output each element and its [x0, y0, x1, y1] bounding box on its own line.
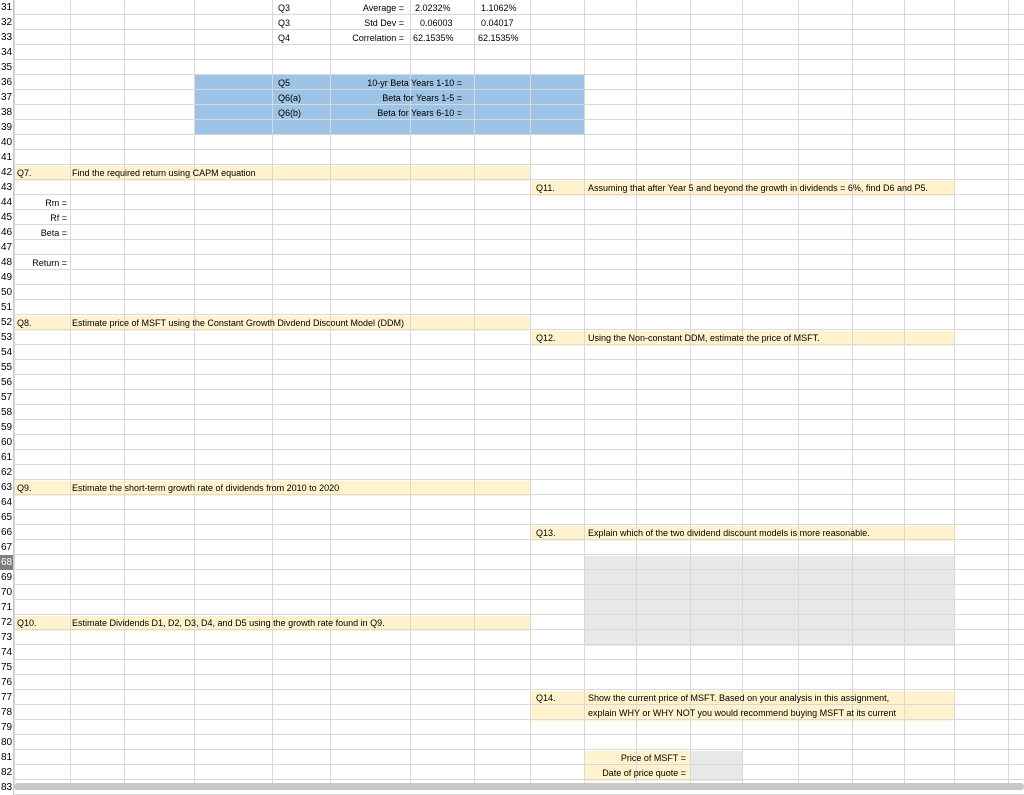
row-header[interactable]: 62 [1, 467, 13, 478]
row-gridline [14, 584, 1024, 585]
q14-number: Q14. [536, 693, 556, 703]
row-header[interactable]: 80 [1, 737, 13, 748]
row-header[interactable]: 63 [1, 482, 13, 493]
q14-text-line1: Show the current price of MSFT. Based on your analysis in this assignment, [588, 693, 890, 703]
row-gridline [14, 104, 1024, 105]
row-gridline [14, 524, 1024, 525]
row-gridline [14, 74, 1024, 75]
correlation-label: Correlation = [352, 33, 404, 43]
row-header[interactable]: 73 [1, 632, 13, 643]
column-gridline [584, 0, 585, 783]
row-header[interactable]: 79 [1, 722, 13, 733]
row-header[interactable]: 50 [1, 287, 13, 298]
row-gridline [14, 419, 1024, 420]
row-header[interactable]: 67 [1, 542, 13, 553]
row-gridline [14, 689, 1024, 690]
q13-text: Explain which of the two dividend discount models is more reasonable. [588, 528, 870, 538]
row-gridline [14, 284, 1024, 285]
row-header[interactable]: 44 [1, 197, 13, 208]
column-gridline [194, 0, 195, 783]
column-gridline [904, 0, 905, 783]
row-header[interactable]: 81 [1, 752, 13, 763]
row-header[interactable]: 39 [1, 122, 13, 133]
row-gridline [14, 674, 1024, 675]
q7-number: Q7. [17, 168, 32, 178]
row-gridline [14, 314, 1024, 315]
row-gridline [14, 299, 1024, 300]
column-gridline [124, 0, 125, 783]
row-gridline [14, 389, 1024, 390]
row-gridline [14, 209, 1024, 210]
row-header[interactable]: 47 [1, 242, 13, 253]
row-gridline [14, 509, 1024, 510]
row-gridline [14, 44, 1024, 45]
stats-q3-a: Q3 [278, 3, 291, 13]
q6a-label: Q6(a) [278, 93, 302, 103]
stddev-label: Std Dev = [364, 18, 404, 28]
row-gridline [14, 269, 1024, 270]
q10-text: Estimate Dividends D1, D2, D3, D4, and D5 using the growth rate found in Q9. [72, 618, 385, 628]
row-header[interactable]: 36 [1, 77, 13, 88]
q11-text: Assuming that after Year 5 and beyond the growth in dividends = 6%, find D6 and P5. [588, 183, 928, 193]
row-gridline [14, 644, 1024, 645]
row-gridline [14, 449, 1024, 450]
row-header[interactable]: 33 [1, 32, 13, 43]
beta-6-10-label: Beta for Years 6-10 = [377, 108, 462, 118]
row-header[interactable]: 69 [1, 572, 13, 583]
row-header[interactable]: 70 [1, 587, 13, 598]
row-header[interactable]: 60 [1, 437, 13, 448]
row-header[interactable]: 53 [1, 332, 13, 343]
row-header[interactable]: 78 [1, 707, 13, 718]
row-gridline [14, 464, 1024, 465]
price-date-label: Date of price quote = [602, 768, 686, 778]
row-gridline [14, 374, 1024, 375]
q13-number: Q13. [536, 528, 556, 538]
row-gridline [14, 14, 1024, 15]
correlation-value-1: 62.1535% [413, 33, 454, 43]
row-header[interactable]: 74 [1, 647, 13, 658]
row-header[interactable]: 71 [1, 602, 13, 613]
row-header[interactable]: 52 [1, 317, 13, 328]
row-gridline [14, 539, 1024, 540]
column-gridline [272, 0, 273, 783]
return-label: Return = [32, 258, 67, 268]
column-gridline [474, 0, 475, 783]
q9-text: Estimate the short-term growth rate of dividends from 2010 to 2020 [72, 483, 340, 493]
average-value-2: 1.1062% [481, 3, 517, 13]
row-gridline [14, 659, 1024, 660]
price-label: Price of MSFT = [620, 753, 686, 763]
row-header[interactable]: 54 [1, 347, 13, 358]
row-gridline [14, 224, 1024, 225]
row-gridline [14, 404, 1024, 405]
column-gridline [852, 0, 853, 783]
row-gridline [14, 734, 1024, 735]
beta-10yr-label: 10-yr Beta Years 1-10 = [367, 78, 462, 88]
row-gridline [14, 134, 1024, 135]
price-input[interactable] [690, 751, 742, 781]
beta-label: Beta = [40, 228, 67, 238]
row-header[interactable]: 55 [1, 362, 13, 373]
row-gridline [14, 164, 1024, 165]
row-gridline [14, 59, 1024, 60]
q9-number: Q9. [17, 483, 32, 493]
column-gridline [690, 0, 691, 783]
row-header[interactable]: 42 [1, 167, 13, 178]
row-header[interactable]: 32 [1, 17, 13, 28]
row-header[interactable]: 66 [1, 527, 13, 538]
row-header[interactable]: 45 [1, 212, 13, 223]
row-gridline [14, 779, 1024, 780]
row-header[interactable]: 43 [1, 182, 13, 193]
row-gridline [14, 749, 1024, 750]
row-header[interactable]: 61 [1, 452, 13, 463]
row-header[interactable]: 68 [1, 557, 13, 568]
row-header[interactable]: 38 [1, 107, 13, 118]
q11-number: Q11. [536, 183, 555, 193]
q6b-label: Q6(b) [278, 108, 302, 118]
average-label: Average = [362, 3, 404, 13]
row-gridline [14, 344, 1024, 345]
row-gridline [14, 119, 1024, 120]
q5-label: Q5 [278, 78, 291, 88]
column-gridline [70, 0, 71, 783]
q12-number: Q12. [536, 333, 556, 343]
row-header[interactable]: 58 [1, 407, 13, 418]
row-header[interactable]: 48 [1, 257, 13, 268]
row-header[interactable]: 49 [1, 272, 13, 283]
row-gridline [14, 764, 1024, 765]
beta-1-5-label: Beta for Years 1-5 = [382, 93, 462, 103]
row-gridline [14, 149, 1024, 150]
row-gridline [14, 239, 1024, 240]
row-header[interactable]: 57 [1, 392, 13, 403]
stddev-value-1: 0.06003 [420, 18, 453, 28]
row-header[interactable]: 31 [1, 2, 13, 13]
rf-label: Rf = [50, 213, 67, 223]
column-gridline [1008, 0, 1009, 783]
column-gridline [742, 0, 743, 783]
rm-label: Rm = [45, 198, 67, 208]
column-gridline [530, 0, 531, 783]
q14-text-line2: explain WHY or WHY NOT you would recommend buying MSFT at its current [588, 708, 896, 718]
row-gridline [14, 614, 1024, 615]
row-header[interactable]: 72 [1, 617, 13, 628]
row-gridline [14, 599, 1024, 600]
stats-q4: Q4 [278, 33, 291, 43]
q10-number: Q10. [17, 618, 37, 628]
row-header[interactable]: 40 [1, 137, 13, 148]
average-value-1: 2.0232% [415, 3, 451, 13]
row-gridline [14, 254, 1024, 255]
row-header[interactable]: 46 [1, 227, 13, 238]
column-gridline [954, 0, 955, 783]
row-header[interactable]: 64 [1, 497, 13, 508]
row-gridline [14, 479, 1024, 480]
row-gridline [14, 359, 1024, 360]
row-header[interactable]: 82 [1, 767, 13, 778]
row-header[interactable]: 37 [1, 92, 13, 103]
row-header[interactable]: 65 [1, 512, 13, 523]
row-gridline [14, 89, 1024, 90]
row-header[interactable]: 51 [1, 302, 13, 313]
q8-number: Q8. [17, 318, 32, 328]
correlation-value-2: 62.1535% [478, 33, 519, 43]
row-header[interactable]: 75 [1, 662, 13, 673]
row-header[interactable]: 59 [1, 422, 13, 433]
row-gridline [14, 554, 1024, 555]
row-header[interactable]: 34 [1, 47, 13, 58]
q7-text: Find the required return using CAPM equation [72, 168, 256, 178]
row-header[interactable]: 76 [1, 677, 13, 688]
row-header[interactable]: 83 [1, 782, 13, 793]
q12-text: Using the Non-constant DDM, estimate the price of MSFT. [588, 333, 820, 343]
column-gridline [636, 0, 637, 783]
stats-q3-b: Q3 [278, 18, 291, 28]
column-gridline [14, 0, 15, 783]
stddev-value-2: 0.04017 [481, 18, 514, 28]
row-gridline [14, 434, 1024, 435]
row-gridline [14, 569, 1024, 570]
q8-text: Estimate price of MSFT using the Constant Growth Divdend Discount Model (DDM) [72, 318, 404, 328]
row-header[interactable]: 77 [1, 692, 13, 703]
horizontal-scrollbar[interactable] [14, 783, 1024, 790]
row-gridline [14, 29, 1024, 30]
row-header[interactable]: 41 [1, 152, 13, 163]
row-header[interactable]: 35 [1, 62, 13, 73]
row-header[interactable]: 56 [1, 377, 13, 388]
column-gridline [798, 0, 799, 783]
